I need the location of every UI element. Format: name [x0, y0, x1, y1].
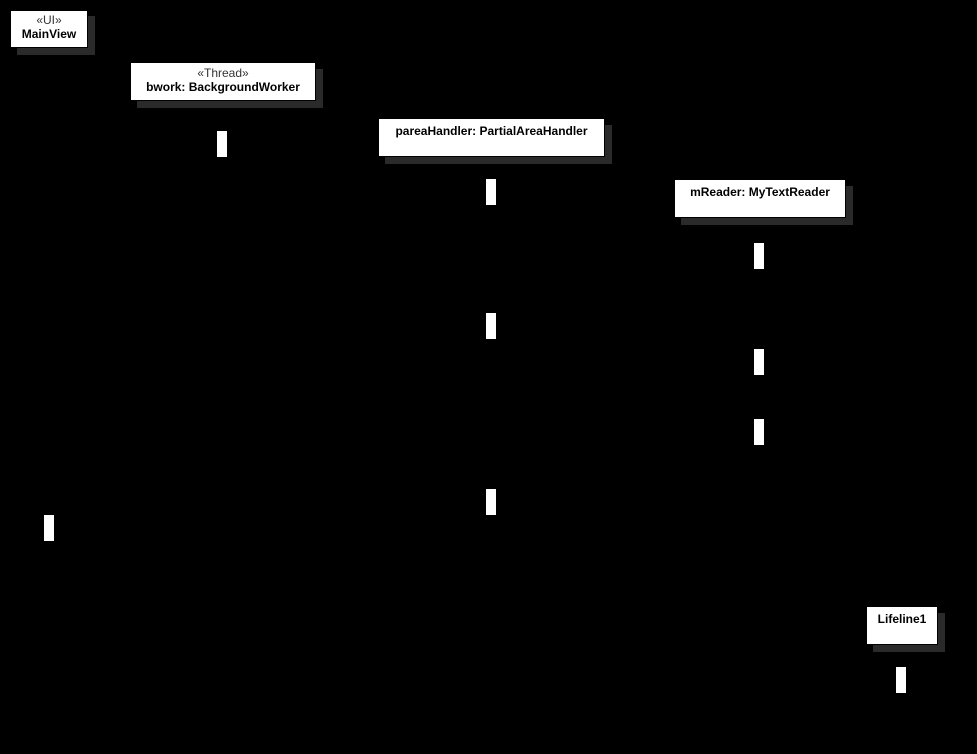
- activation-parea-2[interactable]: [485, 312, 497, 340]
- lifeline-mainview-name: MainView: [21, 27, 77, 41]
- lifeline-bwork-stereotype: «Thread»: [197, 66, 249, 80]
- activation-parea-3[interactable]: [485, 488, 497, 516]
- activation-lifeline1-1[interactable]: [895, 666, 907, 694]
- lifeline-bwork-header[interactable]: [130, 62, 316, 101]
- activation-mreader-3[interactable]: [753, 418, 765, 446]
- activation-mainview-1[interactable]: [43, 514, 55, 542]
- lifeline-bwork-name: bwork: BackgroundWorker: [146, 80, 300, 94]
- lifeline-mreader-header[interactable]: [674, 179, 846, 218]
- lifeline-lifeline1-name: Lifeline1: [877, 612, 927, 626]
- lifeline-mreader-name: mReader: MyTextReader: [690, 185, 830, 199]
- lifeline-mainview-stereotype: «UI»: [36, 13, 62, 27]
- lifeline-mainview-header[interactable]: [10, 10, 88, 48]
- lifeline-lifeline1-header[interactable]: [866, 606, 938, 645]
- lifeline-parea-header[interactable]: [378, 118, 605, 157]
- lifeline-parea-name: pareaHandler: PartialAreaHandler: [395, 124, 588, 138]
- activation-mreader-1[interactable]: [753, 242, 765, 270]
- activation-parea-1[interactable]: [485, 178, 497, 206]
- activation-mreader-2[interactable]: [753, 348, 765, 376]
- activation-bwork-1[interactable]: [216, 130, 228, 158]
